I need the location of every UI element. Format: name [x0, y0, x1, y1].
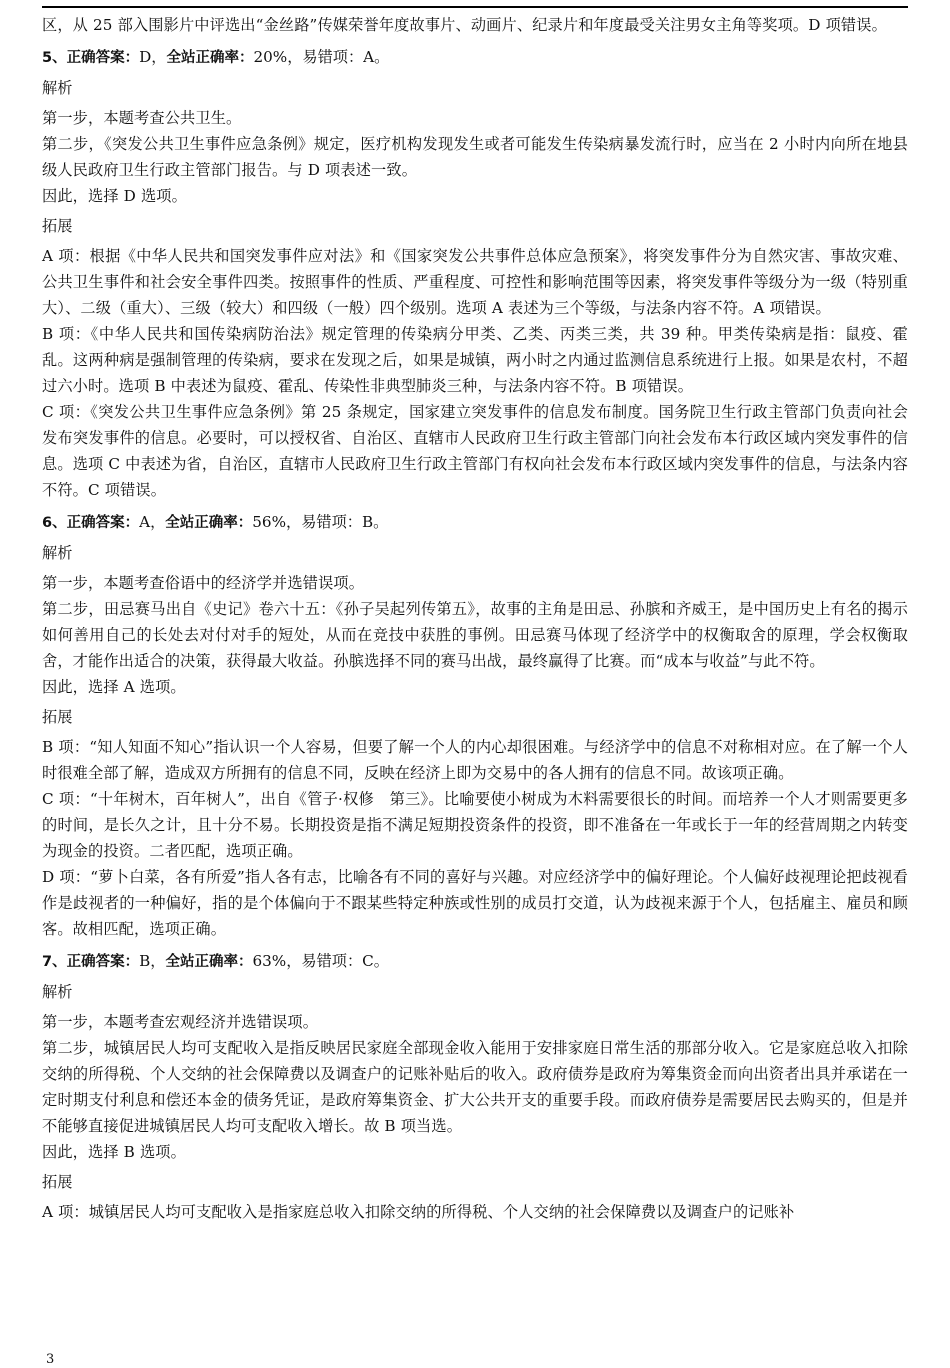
q5-rate: 20% — [253, 48, 288, 66]
q5-answer-label: 正确答案： — [66, 50, 140, 66]
q6-wrong: B。 — [361, 513, 389, 531]
q6-wrong-label: 易错项： — [301, 513, 362, 531]
q7-ext-a: A 项：城镇居民人均可支配收入是指家庭总收入扣除交纳的所得税、个人交纳的社会保障费以及调查户的记账补 — [42, 1203, 795, 1221]
q5-ext-c: C 项：《突发公共卫生事件应急条例》第 25 条规定，国家建立突发事件的信息发布制度。国务院卫生行政主管部门负责向社会发布突发事件的信息。必要时，可以授权省、自治区、直辖市人民政府卫生行政主管部门向社会发布本行政区域内突发事件的信息。选项 C 中表述为省，自治区，直辖市人民政府卫生行政主管部门有权向社会发布本行政区域内突发事件的信息，与法条内容不符。C 项错误。 — [42, 403, 908, 499]
q7-step2: 第二步，城镇居民人均可支配收入是指反映居民家庭全部现金收入能用于安排家庭日常生活的那部分收入。它是家庭总收入扣除交纳的所得税、个人交纳的社会保障费以及调查户的记账补贴后的收入。政府债券是政府为筹集资金而向出资者出具并承诺在一定时期支付利息和偿还本金的债务凭证，是政府筹集资金、扩大公共开支的重要手段。而政府债券是需要居民去购买的，但是并不能够直接促进城镇居民人均可支配收入增长。故 B 项当选。 — [42, 1039, 908, 1135]
q5-number: 5、 — [42, 50, 67, 66]
q5-analysis-label: 解析 — [42, 79, 73, 97]
q6-conclusion: 因此，选择 A 选项。 — [42, 678, 186, 696]
q5-step2: 第二步，《突发公共卫生事件应急条例》规定，医疗机构发现发生或者可能发生传染病暴发流行时，应当在 2 小时内向所在地县级人民政府卫生行政主管部门报告。与 D 项表述一致。 — [42, 135, 908, 179]
q7-answer-header: 7、正确答案：B，全站正确率：63%，易错项：C。 — [42, 952, 389, 970]
q6-answer-label: 正确答案： — [66, 515, 140, 531]
q6-rate-label: 全站正确率： — [165, 515, 253, 531]
q7-step1: 第一步，本题考查宏观经济并选错误项。 — [42, 1013, 319, 1031]
q7-extension-label: 拓展 — [42, 1173, 73, 1191]
intro-text: 区，从 25 部入围影片中评选出“金丝路”传媒荣誉年度故事片、动画片、纪录片和年度最受关注男女主角等奖项。D 项错误。 — [42, 16, 887, 34]
q7-rate-label: 全站正确率： — [165, 954, 253, 970]
q5-wrong-label: 易错项： — [302, 48, 364, 66]
q5-step1: 第一步，本题考查公共卫生。 — [42, 109, 242, 127]
q6-ext-d: D 项：“萝卜白菜，各有所爱”指人各有志，比喻各有不同的喜好与兴趣。对应经济学中的偏好理论。个人偏好歧视理论把歧视看作是歧视者的一种偏好，指的是个体偏向于不跟某些特定种族或性别的成员打交道，认为歧视来源于个人，包括雇主、雇员和顾客。故相匹配，选项正确。 — [42, 868, 908, 938]
q5-rate-label: 全站正确率： — [166, 50, 254, 66]
q6-step2: 第二步，田忌赛马出自《史记》卷六十五：《孙子吴起列传第五》，故事的主角是田忌、孙膑和齐威王，是中国历史上有名的揭示如何善用自己的长处去对付对手的短处，从而在竞技中获胜的事例。田忌赛马体现了经济学中的权衡取舍的原理，学会权衡取舍，才能作出适合的决策，获得最大收益。孙膑选择不同的赛马出战，最终赢得了比赛。而“成本与收益”与此不符。 — [42, 600, 908, 670]
q6-step1: 第一步，本题考查俗语中的经济学并选错误项。 — [42, 574, 365, 592]
q7-number: 7、 — [42, 954, 67, 970]
q6-ext-b: B 项：“知人知面不知心”指认识一个人容易，但要了解一个人的内心却很困难。与经济学中的信息不对称相对应。在了解一个人时很难全部了解，造成双方所拥有的信息不同，反映在经济上即为交易中的各人拥有的信息不同。故该项正确。 — [42, 738, 908, 782]
q5-wrong: A。 — [363, 48, 390, 66]
q6-rate: 56% — [252, 513, 287, 531]
q6-answer-header: 6、正确答案：A，全站正确率：56%，易错项：B。 — [42, 513, 389, 531]
q5-answer-header: 5、正确答案：D，全站正确率：20%，易错项：A。 — [42, 48, 390, 66]
q7-answer-label: 正确答案： — [66, 954, 140, 970]
q6-ext-c: C 项：“十年树木，百年树人”，出自《管子·权修 第三》。比喻要使小树成为木料需要很长的时间。而培养一个人才则需要更多的时间，是长久之计，且十分不易。长期投资是指不满足短期投资条件的投资，即不准备在一年或长于一年的经营周期之内转变为现金的投资。二者匹配，选项正确。 — [42, 790, 908, 860]
q5-ext-a: A 项：根据《中华人民共和国突发事件应对法》和《国家突发公共事件总体应急预案》，将突发事件分为自然灾害、事故灾难、公共卫生事件和社会安全事件四类。按照事件的性质、严重程度、可控性和影响范围等因素，将突发事件等级分为一级（特别重大）、二级（重大）、三级（较大）和四级（一般）四个级别。选项 A 表述为三个等级，与法条内容不符。A 项错误。 — [42, 247, 908, 317]
q7-rate: 63% — [252, 952, 287, 970]
q5-extension-label: 拓展 — [42, 217, 73, 235]
q7-wrong: C。 — [362, 952, 389, 970]
q6-number: 6、 — [42, 515, 67, 531]
q5-answer: D — [139, 48, 152, 66]
q6-extension-label: 拓展 — [42, 708, 73, 726]
top-rule — [42, 6, 908, 8]
q7-conclusion: 因此，选择 B 选项。 — [42, 1143, 186, 1161]
q6-answer: A — [139, 513, 151, 531]
q6-analysis-label: 解析 — [42, 544, 73, 562]
page-number: 3 — [46, 1352, 55, 1367]
document-page — [42, 12, 908, 1225]
q7-answer: B — [139, 952, 151, 970]
q7-analysis-label: 解析 — [42, 983, 73, 1001]
q5-ext-b: B 项：《中华人民共和国传染病防治法》规定管理的传染病分甲类、乙类、丙类三类，共 39 种。甲类传染病是指：鼠疫、霍乱。这两种病是强制管理的传染病，要求在发现之后，如果是城镇，两小时之内通过监测信息系统进行上报。如果是农村，不超过六小时。选项 B 中表述为鼠疫、霍乱、传染性非典型肺炎三种，与法条内容不符。B 项错误。 — [42, 325, 908, 395]
q7-wrong-label: 易错项： — [301, 952, 363, 970]
q5-conclusion: 因此，选择 D 选项。 — [42, 187, 187, 205]
